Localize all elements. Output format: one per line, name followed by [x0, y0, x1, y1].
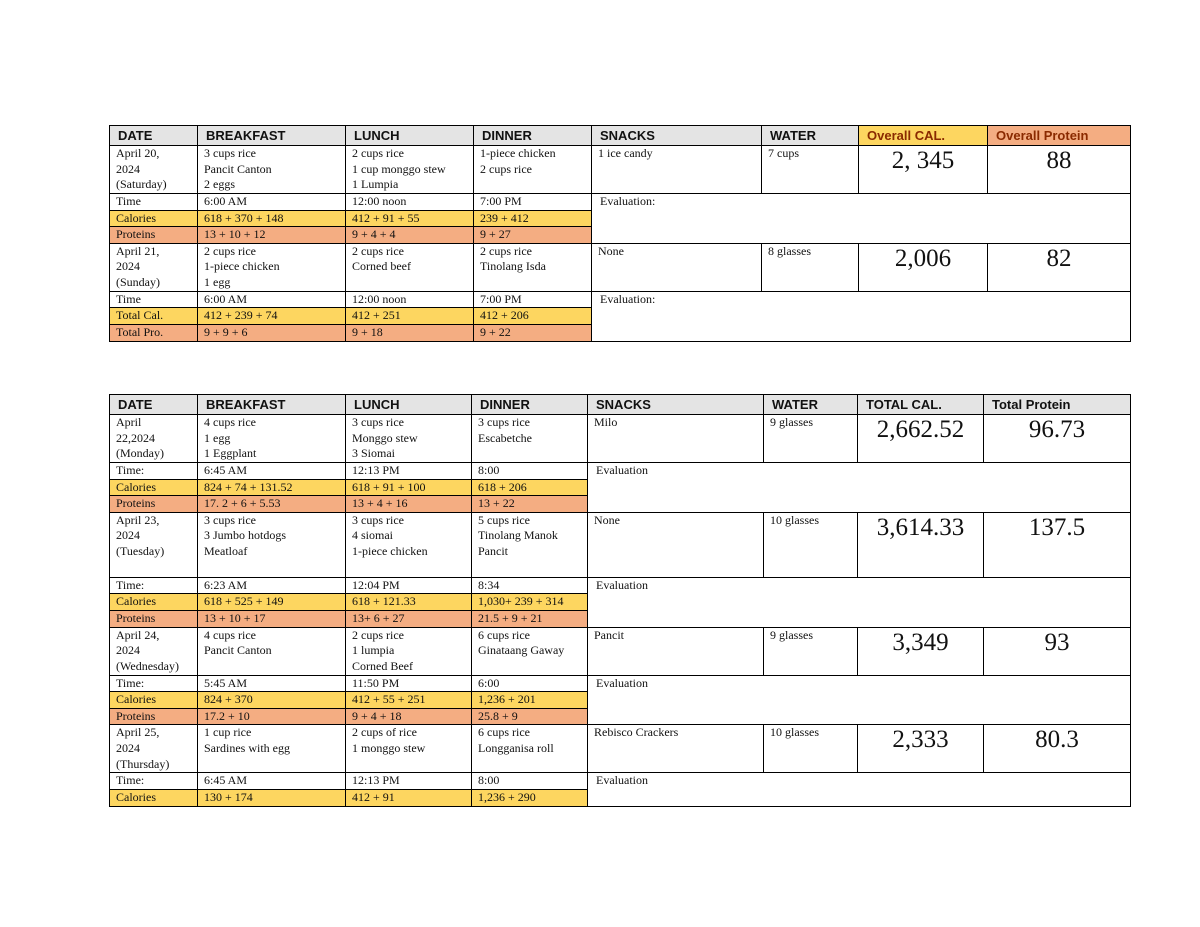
- breakfast-cell-line: Pancit Canton: [204, 643, 272, 658]
- proteins-label: Proteins: [110, 610, 198, 627]
- time-row: [110, 194, 1131, 211]
- calories-value: 824 + 370: [198, 692, 346, 709]
- water-cell: 8 glasses: [762, 243, 859, 291]
- breakfast-cell: [198, 627, 346, 675]
- dinner-cell: [472, 725, 588, 773]
- total-cal-value: 3,349: [858, 627, 984, 675]
- header-dinner: DINNER: [472, 395, 588, 415]
- breakfast-cell-line: 3 cups rice: [204, 512, 256, 527]
- header-row: [110, 395, 1131, 415]
- time-value: 7:00 PM: [474, 291, 592, 308]
- header-breakfast: BREAKFAST: [198, 126, 346, 146]
- evaluation-cell: Evaluation: [588, 463, 1131, 513]
- proteins-value: 25.8 + 9: [472, 708, 588, 725]
- date-cell-line: April: [116, 415, 142, 429]
- water-cell: 10 glasses: [764, 512, 858, 577]
- lunch-cell-line: 4 siomai: [352, 528, 393, 543]
- total-cal-value: 2,662.52: [858, 415, 984, 463]
- date-cell-line: April 23,: [116, 512, 160, 527]
- date-cell: [110, 725, 198, 773]
- proteins-value: 9 + 22: [474, 324, 592, 341]
- time-value: 12:13 PM: [346, 463, 472, 480]
- header-overall-cal: Overall CAL.: [859, 126, 988, 146]
- time-value: 11:50 PM: [346, 675, 472, 692]
- dinner-cell: [474, 243, 592, 291]
- header-lunch: LUNCH: [346, 395, 472, 415]
- lunch-cell: [346, 512, 472, 577]
- proteins-value: 17.2 + 10: [198, 708, 346, 725]
- header-breakfast: BREAKFAST: [198, 395, 346, 415]
- time-row: [110, 291, 1131, 308]
- header-overall-protein: Overall Protein: [988, 126, 1131, 146]
- day-row: [110, 512, 1131, 577]
- date-cell-line: 2024: [116, 740, 140, 755]
- time-label: Time:: [110, 463, 198, 480]
- header-row: [110, 126, 1131, 146]
- dinner-cell-line: Tinolang Isda: [480, 259, 546, 274]
- snacks-cell: 1 ice candy: [592, 146, 762, 194]
- breakfast-cell: [198, 146, 346, 194]
- breakfast-cell: [198, 725, 346, 773]
- calories-value: 412 + 91: [346, 789, 472, 806]
- calories-label: Calories: [110, 692, 198, 709]
- dinner-cell-line: 6 cups rice: [478, 627, 530, 642]
- dinner-cell-line: Escabetche: [478, 430, 532, 445]
- lunch-cell-line: Monggo stew: [352, 430, 418, 445]
- proteins-label: Total Pro.: [110, 324, 198, 341]
- date-cell-line: April 24,: [116, 627, 160, 642]
- evaluation-cell: Evaluation:: [592, 291, 1131, 341]
- calories-value: 618 + 206: [472, 479, 588, 496]
- proteins-value: 13 + 4 + 16: [346, 496, 472, 513]
- date-cell: [110, 627, 198, 675]
- breakfast-cell-line: 3 Jumbo hotdogs: [204, 528, 287, 543]
- calories-label: Calories: [110, 479, 198, 496]
- header-lunch: LUNCH: [346, 126, 474, 146]
- time-label: Time:: [110, 773, 198, 790]
- breakfast-cell-line: 1 Eggplant: [204, 446, 257, 461]
- breakfast-cell-line: Pancit Canton: [204, 161, 272, 176]
- dinner-cell: [472, 415, 588, 463]
- proteins-value: 9 + 18: [346, 324, 474, 341]
- lunch-cell-line: 2 cups rice: [352, 146, 404, 160]
- dinner-cell-line: 6 cups rice: [478, 725, 530, 740]
- calories-value: 618 + 370 + 148: [198, 210, 346, 227]
- snacks-cell: Pancit: [588, 627, 764, 675]
- total-protein-value: 93: [984, 627, 1131, 675]
- breakfast-cell-line: 1-piece chicken: [204, 259, 280, 274]
- calories-value: 239 + 412: [474, 210, 592, 227]
- breakfast-cell-line: Meatloaf: [204, 543, 248, 558]
- meal-log-table-1: [109, 125, 1131, 342]
- lunch-cell-line: 1-piece chicken: [352, 543, 428, 558]
- water-cell: 10 glasses: [764, 725, 858, 773]
- day-row: [110, 415, 1131, 463]
- proteins-label: Proteins: [110, 227, 198, 244]
- proteins-value: 9 + 27: [474, 227, 592, 244]
- date-cell-line: 2024: [116, 528, 140, 543]
- date-cell-line: (Monday): [116, 446, 164, 461]
- time-value: 6:23 AM: [198, 577, 346, 594]
- calories-label: Calories: [110, 789, 198, 806]
- breakfast-cell-line: 1 egg: [204, 274, 231, 289]
- lunch-cell-line: Corned beef: [352, 259, 411, 274]
- dinner-cell-line: 2 cups rice: [480, 161, 532, 176]
- total-cal-value: 2,333: [858, 725, 984, 773]
- calories-value: 412 + 206: [474, 308, 592, 325]
- date-cell-line: (Wednesday): [116, 658, 180, 673]
- header-snacks: SNACKS: [592, 126, 762, 146]
- dinner-cell-line: Longganisa roll: [478, 740, 554, 755]
- evaluation-cell: Evaluation: [588, 577, 1131, 627]
- snacks-cell: Rebisco Crackers: [588, 725, 764, 773]
- calories-value: 412 + 239 + 74: [198, 308, 346, 325]
- proteins-value: 13 + 10 + 17: [198, 610, 346, 627]
- evaluation-cell: Evaluation: [588, 675, 1131, 725]
- date-cell-line: 2024: [116, 161, 140, 176]
- lunch-cell: [346, 627, 472, 675]
- calories-label: Total Cal.: [110, 308, 198, 325]
- lunch-cell-line: 1 Lumpia: [352, 177, 399, 192]
- date-cell-line: 22,2024: [116, 430, 155, 445]
- dinner-cell-line: Pancit: [478, 543, 508, 558]
- breakfast-cell-line: 2 eggs: [204, 177, 235, 192]
- dinner-cell-line: Tinolang Manok: [478, 528, 558, 543]
- header-total-cal: TOTAL CAL.: [858, 395, 984, 415]
- date-cell-line: April 25,: [116, 725, 160, 740]
- total-protein-value: 137.5: [984, 512, 1131, 577]
- time-value: 8:00: [472, 773, 588, 790]
- calories-value: 618 + 525 + 149: [198, 594, 346, 611]
- time-value: 12:00 noon: [346, 194, 474, 211]
- lunch-cell-line: 1 monggo stew: [352, 740, 426, 755]
- time-row: [110, 675, 1131, 692]
- time-label: Time: [110, 291, 198, 308]
- water-cell: 9 glasses: [764, 627, 858, 675]
- breakfast-cell-line: 1 egg: [204, 430, 231, 445]
- time-value: 6:00 AM: [198, 291, 346, 308]
- lunch-cell-line: 1 lumpia: [352, 643, 395, 658]
- proteins-value: 21.5 + 9 + 21: [472, 610, 588, 627]
- proteins-value: 9 + 9 + 6: [198, 324, 346, 341]
- header-total-protein: Total Protein: [984, 395, 1131, 415]
- header-water: WATER: [764, 395, 858, 415]
- header-date: DATE: [110, 126, 198, 146]
- total-protein-value: 80.3: [984, 725, 1131, 773]
- total-protein-value: 88: [988, 146, 1131, 194]
- calories-value: 618 + 91 + 100: [346, 479, 472, 496]
- time-value: 6:00: [472, 675, 588, 692]
- proteins-label: Proteins: [110, 708, 198, 725]
- day-row: [110, 243, 1131, 291]
- evaluation-cell: Evaluation: [588, 773, 1131, 806]
- breakfast-cell: [198, 243, 346, 291]
- calories-value: 1,236 + 290: [472, 789, 588, 806]
- proteins-label: Proteins: [110, 496, 198, 513]
- header-snacks: SNACKS: [588, 395, 764, 415]
- lunch-cell-line: 2 cups of rice: [352, 725, 417, 740]
- lunch-cell-line: 3 cups rice: [352, 512, 404, 527]
- proteins-value: 13 + 22: [472, 496, 588, 513]
- time-value: 7:00 PM: [474, 194, 592, 211]
- meal-log-table-2: [109, 394, 1131, 807]
- lunch-cell: [346, 243, 474, 291]
- dinner-cell: [472, 627, 588, 675]
- calories-value: 1,236 + 201: [472, 692, 588, 709]
- dinner-cell: [474, 146, 592, 194]
- evaluation-cell: Evaluation:: [592, 194, 1131, 244]
- time-value: 12:04 PM: [346, 577, 472, 594]
- lunch-cell-line: 3 cups rice: [352, 415, 404, 429]
- time-row: [110, 463, 1131, 480]
- proteins-value: 9 + 4 + 4: [346, 227, 474, 244]
- water-cell: 7 cups: [762, 146, 859, 194]
- breakfast-cell-line: 4 cups rice: [204, 627, 256, 642]
- date-cell: [110, 243, 198, 291]
- header-water: WATER: [762, 126, 859, 146]
- lunch-cell-line: 1 cup monggo stew: [352, 161, 446, 176]
- time-row: [110, 577, 1131, 594]
- snacks-cell: None: [592, 243, 762, 291]
- time-label: Time: [110, 194, 198, 211]
- calories-value: 412 + 91 + 55: [346, 210, 474, 227]
- lunch-cell-line: 2 cups rice: [352, 243, 404, 258]
- date-cell-line: April 20,: [116, 146, 160, 160]
- calories-value: 618 + 121.33: [346, 594, 472, 611]
- calories-value: 824 + 74 + 131.52: [198, 479, 346, 496]
- breakfast-cell: [198, 415, 346, 463]
- calories-value: 1,030+ 239 + 314: [472, 594, 588, 611]
- date-cell: [110, 512, 198, 577]
- time-value: 6:45 AM: [198, 773, 346, 790]
- time-label: Time:: [110, 577, 198, 594]
- snacks-cell: Milo: [588, 415, 764, 463]
- lunch-cell-line: Corned Beef: [352, 658, 413, 673]
- date-cell: [110, 415, 198, 463]
- lunch-cell: [346, 725, 472, 773]
- calories-value: 412 + 251: [346, 308, 474, 325]
- breakfast-cell-line: 2 cups rice: [204, 243, 256, 258]
- date-cell: [110, 146, 198, 194]
- calories-label: Calories: [110, 210, 198, 227]
- time-value: 12:13 PM: [346, 773, 472, 790]
- dinner-cell-line: 2 cups rice: [480, 243, 532, 258]
- day-row: [110, 627, 1131, 675]
- calories-value: 130 + 174: [198, 789, 346, 806]
- total-cal-value: 3,614.33: [858, 512, 984, 577]
- breakfast-cell-line: 1 cup rice: [204, 725, 252, 740]
- time-value: 8:34: [472, 577, 588, 594]
- proteins-value: 9 + 4 + 18: [346, 708, 472, 725]
- date-cell-line: (Tuesday): [116, 543, 165, 558]
- calories-label: Calories: [110, 594, 198, 611]
- time-value: 8:00: [472, 463, 588, 480]
- proteins-value: 13+ 6 + 27: [346, 610, 472, 627]
- date-cell-line: (Thursday): [116, 756, 170, 771]
- date-cell-line: April 21,: [116, 243, 160, 258]
- time-value: 5:45 AM: [198, 675, 346, 692]
- breakfast-cell: [198, 512, 346, 577]
- lunch-cell-line: 3 Siomai: [352, 446, 396, 461]
- total-protein-value: 96.73: [984, 415, 1131, 463]
- breakfast-cell-line: 4 cups rice: [204, 415, 256, 429]
- breakfast-cell-line: 3 cups rice: [204, 146, 256, 160]
- day-row: [110, 725, 1131, 773]
- lunch-cell-line: 2 cups rice: [352, 627, 404, 642]
- total-cal-value: 2, 345: [859, 146, 988, 194]
- calories-value: 412 + 55 + 251: [346, 692, 472, 709]
- proteins-value: 13 + 10 + 12: [198, 227, 346, 244]
- snacks-cell: None: [588, 512, 764, 577]
- total-cal-value: 2,006: [859, 243, 988, 291]
- day-row: [110, 146, 1131, 194]
- time-value: 6:45 AM: [198, 463, 346, 480]
- time-value: 12:00 noon: [346, 291, 474, 308]
- lunch-cell: [346, 415, 472, 463]
- breakfast-cell-line: Sardines with egg: [204, 740, 290, 755]
- date-cell-line: 2024: [116, 643, 140, 658]
- date-cell-line: 2024: [116, 259, 140, 274]
- date-cell-line: (Saturday): [116, 177, 167, 192]
- dinner-cell-line: Ginataang Gaway: [478, 643, 565, 658]
- total-protein-value: 82: [988, 243, 1131, 291]
- dinner-cell: [472, 512, 588, 577]
- time-value: 6:00 AM: [198, 194, 346, 211]
- lunch-cell: [346, 146, 474, 194]
- header-dinner: DINNER: [474, 126, 592, 146]
- date-cell-line: (Sunday): [116, 274, 160, 289]
- dinner-cell-line: 3 cups rice: [478, 415, 530, 429]
- dinner-cell-line: 1-piece chicken: [480, 146, 556, 160]
- water-cell: 9 glasses: [764, 415, 858, 463]
- time-label: Time:: [110, 675, 198, 692]
- proteins-value: 17. 2 + 6 + 5.53: [198, 496, 346, 513]
- time-row: [110, 773, 1131, 790]
- header-date: DATE: [110, 395, 198, 415]
- dinner-cell-line: 5 cups rice: [478, 512, 530, 527]
